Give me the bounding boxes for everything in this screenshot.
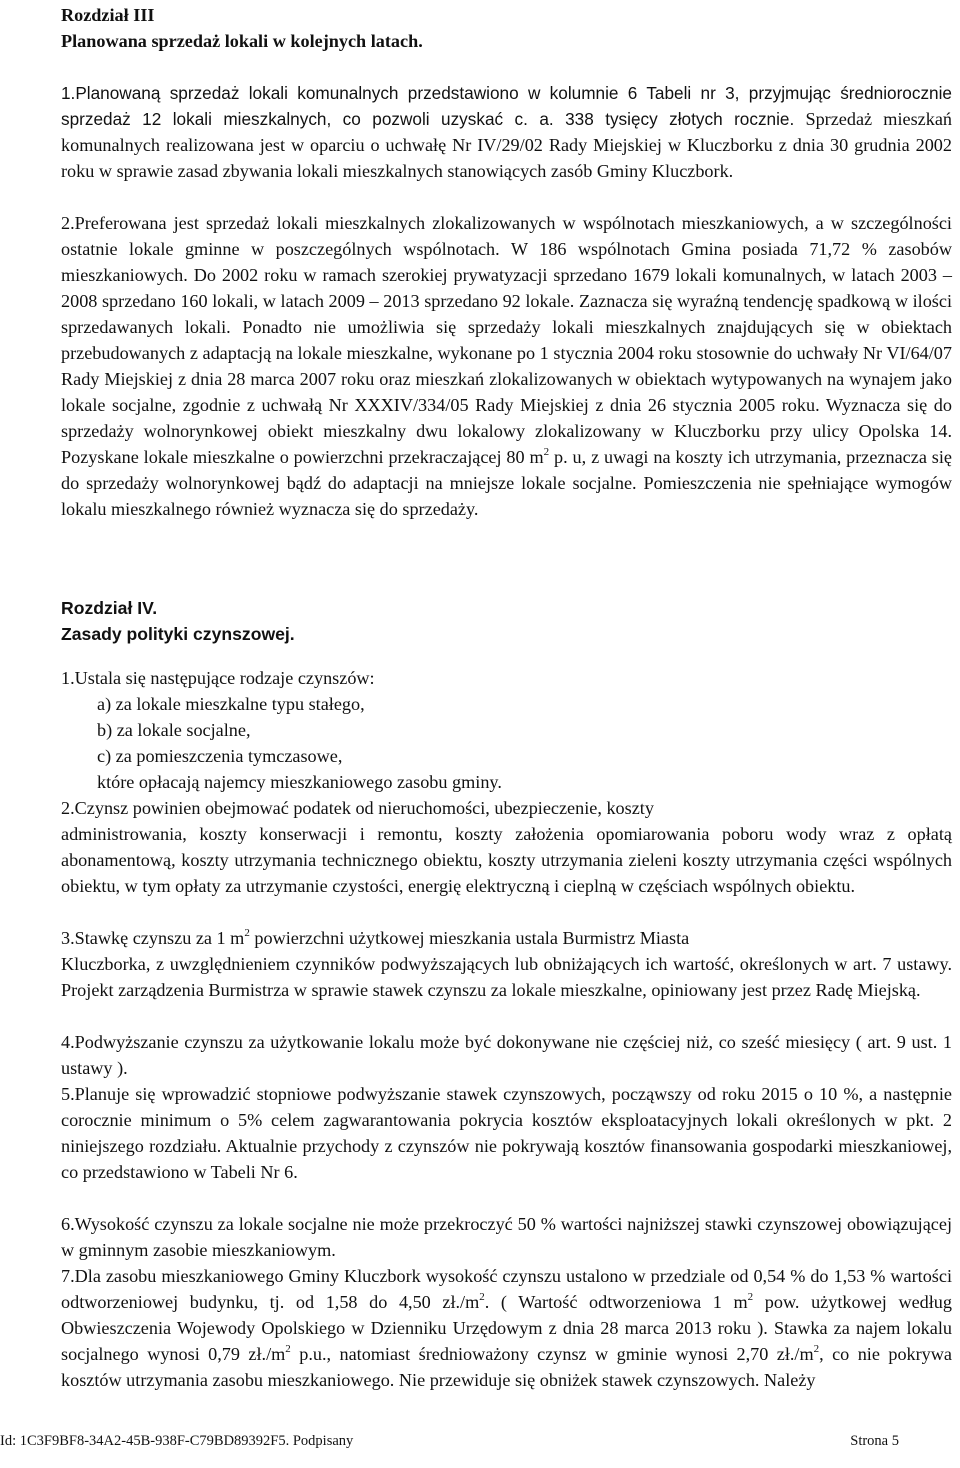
point-3-text-a: 3.Stawkę czynszu za 1 m (61, 928, 245, 948)
point-2-rest: administrowania, koszty konserwacji i remontu, koszty założenia opomiarowania poboru wody wraz z opłatą abonamentową, koszty utrzymania technicznego obiektu, koszty utrzymania zieleni koszty utrzymania części wspólnych obiektu, w tym opłaty za utrzymanie czystości, energię elektryczną i cieplną w częściach wspólnych obiektu. (61, 824, 952, 896)
superscript-2: 2 (813, 1342, 820, 1355)
point-1-intro: 1.Ustala się następujące rodzaje czynszów: (61, 668, 375, 688)
paragraph-2-number: 2. (61, 213, 75, 233)
chapter-4-subtitle: Zasady polityki czynszowej. (61, 624, 295, 644)
point-7-text-c: pow. użytkowej według Obwieszczenia Wojewody Opolskiego w Dzienniku Urzędowym z dnia 28 marca 2013 roku ). Stawka za najem lokalu socjalnego wynosi 0,79 zł./m (61, 1292, 952, 1364)
superscript-2: 2 (543, 445, 550, 458)
page-footer (0, 1433, 899, 1455)
page-number: Strona 5 (850, 1433, 899, 1449)
point-3-text-b: powierzchni użytkowej mieszkania ustala Burmistrz Miasta (249, 928, 690, 948)
chapter-4-point-6: 6.Wysokość czynszu za lokale socjalne nie może przekroczyć 50 % wartości najniższej stawki czynszowej obowiązującej w gminnym zasobie mieszkaniowym. (61, 1214, 952, 1260)
chapter-4-title: Rozdział IV. (61, 598, 158, 618)
rent-type-item: a) za lokale mieszkalne typu stałego, (97, 694, 365, 714)
chapter-4-point-1 (61, 665, 952, 795)
point-3-rest: Kluczborka, z uwzględnieniem czynników podwyższających lub obniżających ich wartość, określonych w art. 7 ustawy. Projekt zarządzenia Burmistrza w sprawie stawek czynszu za lokale mieszkalne, opiniowany jest przez Radę Miejską. (61, 954, 952, 1000)
chapter-3-subtitle: Planowana sprzedaż lokali w kolejnych latach. (61, 31, 423, 51)
chapter-4-point-3 (61, 925, 952, 1003)
rent-type-item: b) za lokale socjalne, (97, 720, 251, 740)
superscript-2: 2 (747, 1290, 754, 1303)
superscript-2: 2 (244, 926, 250, 939)
paragraph-2-text-b: p. u, z uwagi na koszty ich utrzymania, przeznacza się do sprzedaży wolnorynkowej bądź do adaptacji na mniejsze lokale socjalne. Pomieszczenia nie spełniające wymogów lokalu mieszkalnego również wyznacza się do sprzedaży. (61, 447, 952, 519)
document-page (61, 0, 952, 1468)
point-7-text-d: p.u., natomiast średnioważony czynsz w gminie wynosi 2,70 zł./m (290, 1344, 814, 1364)
chapter-4-point-4: 4.Podwyższanie czynszu za użytkowanie lokalu może być dokonywane nie częściej niż, co sześć miesięcy ( art. 9 ust. 1 ustawy ). (61, 1032, 952, 1078)
chapter-3-paragraph-2 (61, 210, 952, 522)
paragraph-2-text-a: Preferowana jest sprzedaż lokali mieszkalnych zlokalizowanych w wspólnotach mieszkaniowych, a w szczególności ostatnie lokale gminne w poszczególnych wspólnotach. W 186 wspólnotach Gmina posiada 71,72 % zasobów mieszkaniowych. Do 2002 roku w ramach szerokiej prywatyzacji sprzedano 1679 lokali komunalnych, w latach 2003 – 2008 sprzedano 160 lokali, w latach 2009 – 2013 sprzedano 92 lokale. Zaznacza się wyraźną tendencję spadkową w ilości sprzedawanych lokali. Ponadto nie umożliwia się sprzedaży lokali mieszkalnych znajdujących się w obiektach przebudowanych z adaptacją na lokale mieszkalne, wykonane po 1 stycznia 2004 roku stosownie do uchwały Nr VI/64/07 Rady Miejskiej z dnia 28 marca 2007 roku oraz mieszkań zlokalizowanych w obiektach wytypowanych na wynajem jako lokale socjalne, zgodnie z uchwałą Nr XXXIV/334/05 Rady Miejskiej z dnia 26 stycznia 2005 roku. Wyznacza się do sprzedaży wolnorynkowej obiekt mieszkalny dwu lokalowy zlokalizowany w Kluczborku przy ulicy Opolska 14. Pozyskane lokale mieszkalne o powierzchni przekraczającej 80 m (61, 213, 952, 467)
point-7-text-e: , co nie pokrywa kosztów utrzymania zasobu mieszkaniowego. Nie przewiduje się obniżek stawek czynszowych. Należy (61, 1344, 952, 1390)
chapter-4-point-7 (61, 1263, 952, 1393)
chapter-3-paragraph-1 (61, 80, 952, 184)
rent-type-note: które opłacają najemcy mieszkaniowego zasobu gminy. (97, 772, 502, 792)
chapter-4-point-2 (61, 795, 952, 899)
chapter-4-point-5: 5.Planuje się wprowadzić stopniowe podwyższanie stawek czynszowych, począwszy od roku 2015 o 10 %, a następnie corocznie minimum o 5% celem zagwarantowania pokrycia kosztów eksploatacyjnych lokali określonych w pkt. 2 niniejszego rozdziału. Aktualnie przychody z czynszów nie pokrywają kosztów finansowania gospodarki mieszkaniowej, co przedstawiono w Tabeli Nr 6. (61, 1084, 952, 1182)
point-3-first-line (61, 925, 952, 951)
chapter-3-title: Rozdział III (61, 5, 155, 25)
paragraph-1-sans-text: 1.Planowaną sprzedaż lokali komunalnych przedstawiono w kolumnie 6 Tabeli nr 3, przyjmując średniorocznie sprzedaż 12 lokali mieszkalnych, co pozwoli uzyskać c. a. 338 tysięcy złotych rocznie. (61, 83, 952, 129)
rent-type-item: c) za pomieszczenia tymczasowe, (97, 746, 343, 766)
point-7-text-b: . ( Wartość odtworzeniowa 1 m (484, 1292, 748, 1312)
superscript-2: 2 (285, 1342, 291, 1355)
superscript-2: 2 (479, 1290, 485, 1303)
point-7-text-a: 7.Dla zasobu mieszkaniowego Gminy Kluczbork wysokość czynszu ustalono w przedziale od 0,54 % do 1,53 % wartości odtworzeniowej budynku, tj. od 1,58 do 4,50 zł./m (61, 1266, 952, 1312)
rent-types-list (61, 691, 952, 795)
point-2-first-line: 2.Czynsz powinien obejmować podatek od nieruchomości, ubezpieczenie, koszty (61, 798, 654, 818)
document-id: Id: 1C3F9BF8-34A2-45B-938F-C79BD89392F5. Podpisany (0, 1433, 354, 1449)
paragraph-1-serif-text: Sprzedaż mieszkań komunalnych realizowana jest w oparciu o uchwałę Nr IV/29/02 Rady Miejskiej w Kluczborku z dnia 30 grudnia 2002 roku w sprawie zasad zbywania lokali mieszkalnych stanowiących zasób Gminy Kluczbork. (61, 109, 952, 181)
